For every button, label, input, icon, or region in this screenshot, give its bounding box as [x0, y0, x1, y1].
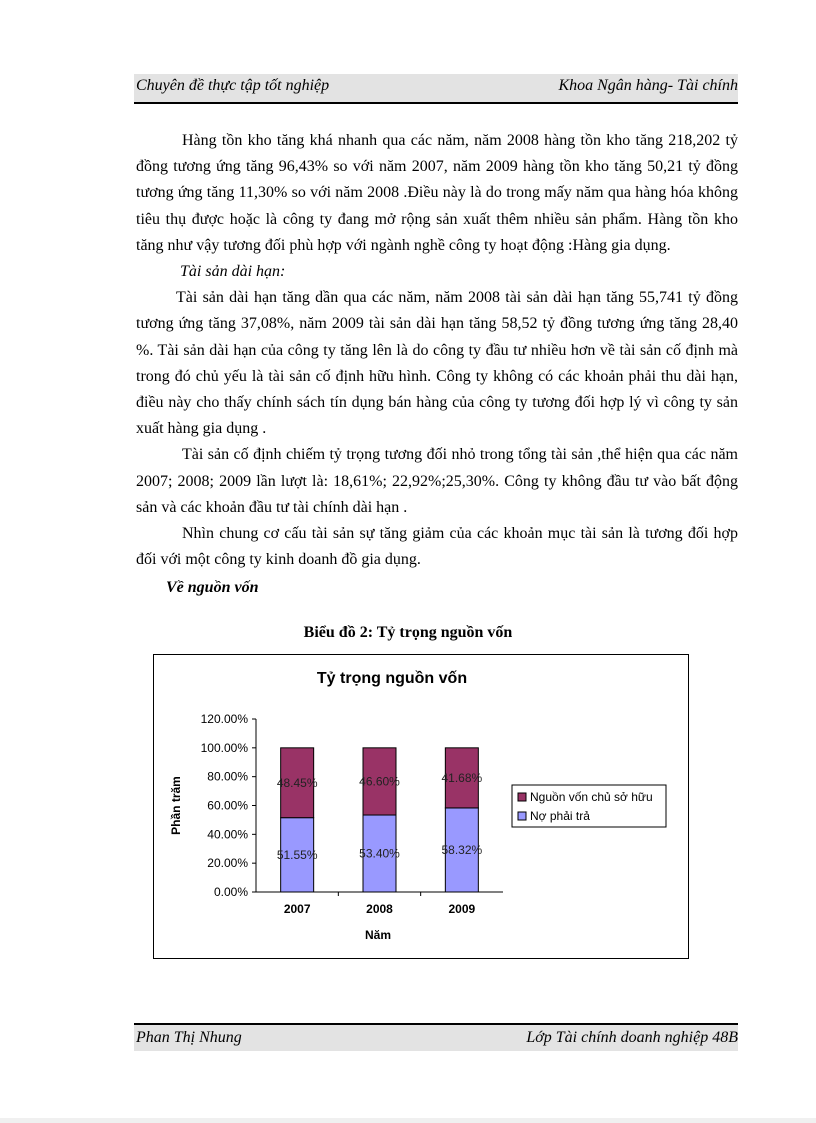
legend-label: Nguồn vốn chủ sở hữu — [530, 790, 653, 804]
x-tick-label: 2007 — [283, 902, 311, 916]
paragraph-summary: Nhìn chung cơ cấu tài sản sự tăng giảm của các khoản mục tài sản là tương đối hợp đối với một công ty kinh doanh đồ gia dụng. — [136, 525, 738, 569]
y-tick-label: 80.00% — [207, 769, 248, 784]
page-header — [134, 74, 738, 104]
data-label: 48.45% — [276, 775, 318, 790]
chart-title: Tỷ trọng nguồn vốn — [316, 670, 468, 687]
y-axis-label: Phần trăm — [169, 776, 183, 835]
x-tick-label: 2008 — [366, 902, 393, 916]
page-footer — [134, 1023, 738, 1051]
legend-swatch — [518, 812, 526, 820]
paragraph-inventory: Hàng tồn kho tăng khá nhanh qua các năm, năm 2008 hàng tồn kho tăng 218,202 tỷ đồng tương ứng tăng 96,43% so với năm 2007, năm 2009 hàng tồn kho tăng 50,21 tỷ đồng tương ứng tăng 11,30% so với năm 2008 .Điều này là do trong mấy năm qua hàng hóa không tiêu thụ được hoặc là công ty đang mở rộng sản xuất thêm nhiều sản phẩm. Hàng tồn kho tăng như vậy tương đối phù hợp với ngành nghề công ty hoạt động :Hàng gia dụng. — [136, 132, 738, 254]
data-label: 51.55% — [276, 847, 318, 862]
data-label: 46.60% — [359, 774, 400, 789]
y-tick-label: 20.00% — [207, 856, 248, 871]
y-tick-label: 120.00% — [200, 712, 248, 726]
chart-container — [153, 654, 689, 959]
paragraph-fixed-assets: Tài sản cố định chiếm tỷ trọng tương đối nhỏ trong tổng tài sản ,thể hiện qua các năm 2007; 2008; 2009 lần lượt là: 18,61%; 22,92%;25,30%. Công ty không đầu tư vào bất động sản và các khoản đầu tư tài chính dài hạn . — [136, 446, 738, 516]
body-text — [136, 128, 738, 602]
footer-left-text: Phan Thị Nhung — [136, 1029, 242, 1046]
page-bottom-edge — [0, 1118, 816, 1123]
subheading-long-term-assets: Tài sản dài hạn: — [180, 263, 286, 281]
y-tick-label: 60.00% — [207, 798, 248, 813]
header-right-text: Khoa Ngân hàng- Tài chính — [558, 77, 738, 94]
section-heading-capital: Về nguồn vốn — [166, 579, 259, 597]
chart-caption: Biểu đồ 2: Tỷ trọng nguồn vốn — [303, 624, 513, 641]
chart-legend — [512, 785, 666, 827]
data-label: 58.32% — [441, 842, 483, 857]
header-left-text: Chuyên đề thực tập tốt nghiệp — [136, 77, 330, 94]
data-label: 53.40% — [359, 846, 400, 861]
x-axis-label: Năm — [364, 928, 392, 942]
y-tick-label: 40.00% — [207, 827, 248, 842]
footer-right-text: Lớp Tài chính doanh nghiệp 48B — [526, 1029, 738, 1046]
stacked-bar-chart — [154, 655, 688, 958]
legend-swatch — [518, 793, 526, 801]
y-tick-label: 100.00% — [200, 740, 248, 755]
data-label: 41.68% — [441, 770, 483, 785]
legend-label: Nợ phải trả — [530, 809, 590, 823]
paragraph-long-term-assets: Tài sản dài hạn tăng dần qua các năm, năm 2008 tài sản dài hạn tăng 55,741 tỷ đồng tương ứng tăng 37,08%, năm 2009 tài sản dài hạn tăng 58,52 tỷ đồng tương ứng tăng 28,40 %. Tài sản dài hạn của công ty tăng lên là do công ty đầu tư nhiều hơn về tài sản cố định mà trong đó chủ yếu là tài sản cố định hữu hình. Công ty không có các khoản phải thu dài hạn, điều này cho thấy chính sách tín dụng bán hàng của công ty tương đối hợp lý vì công ty sản xuất hàng gia dụng . — [136, 289, 738, 438]
x-tick-label: 2009 — [448, 902, 476, 916]
y-tick-label: 0.00% — [213, 885, 248, 899]
